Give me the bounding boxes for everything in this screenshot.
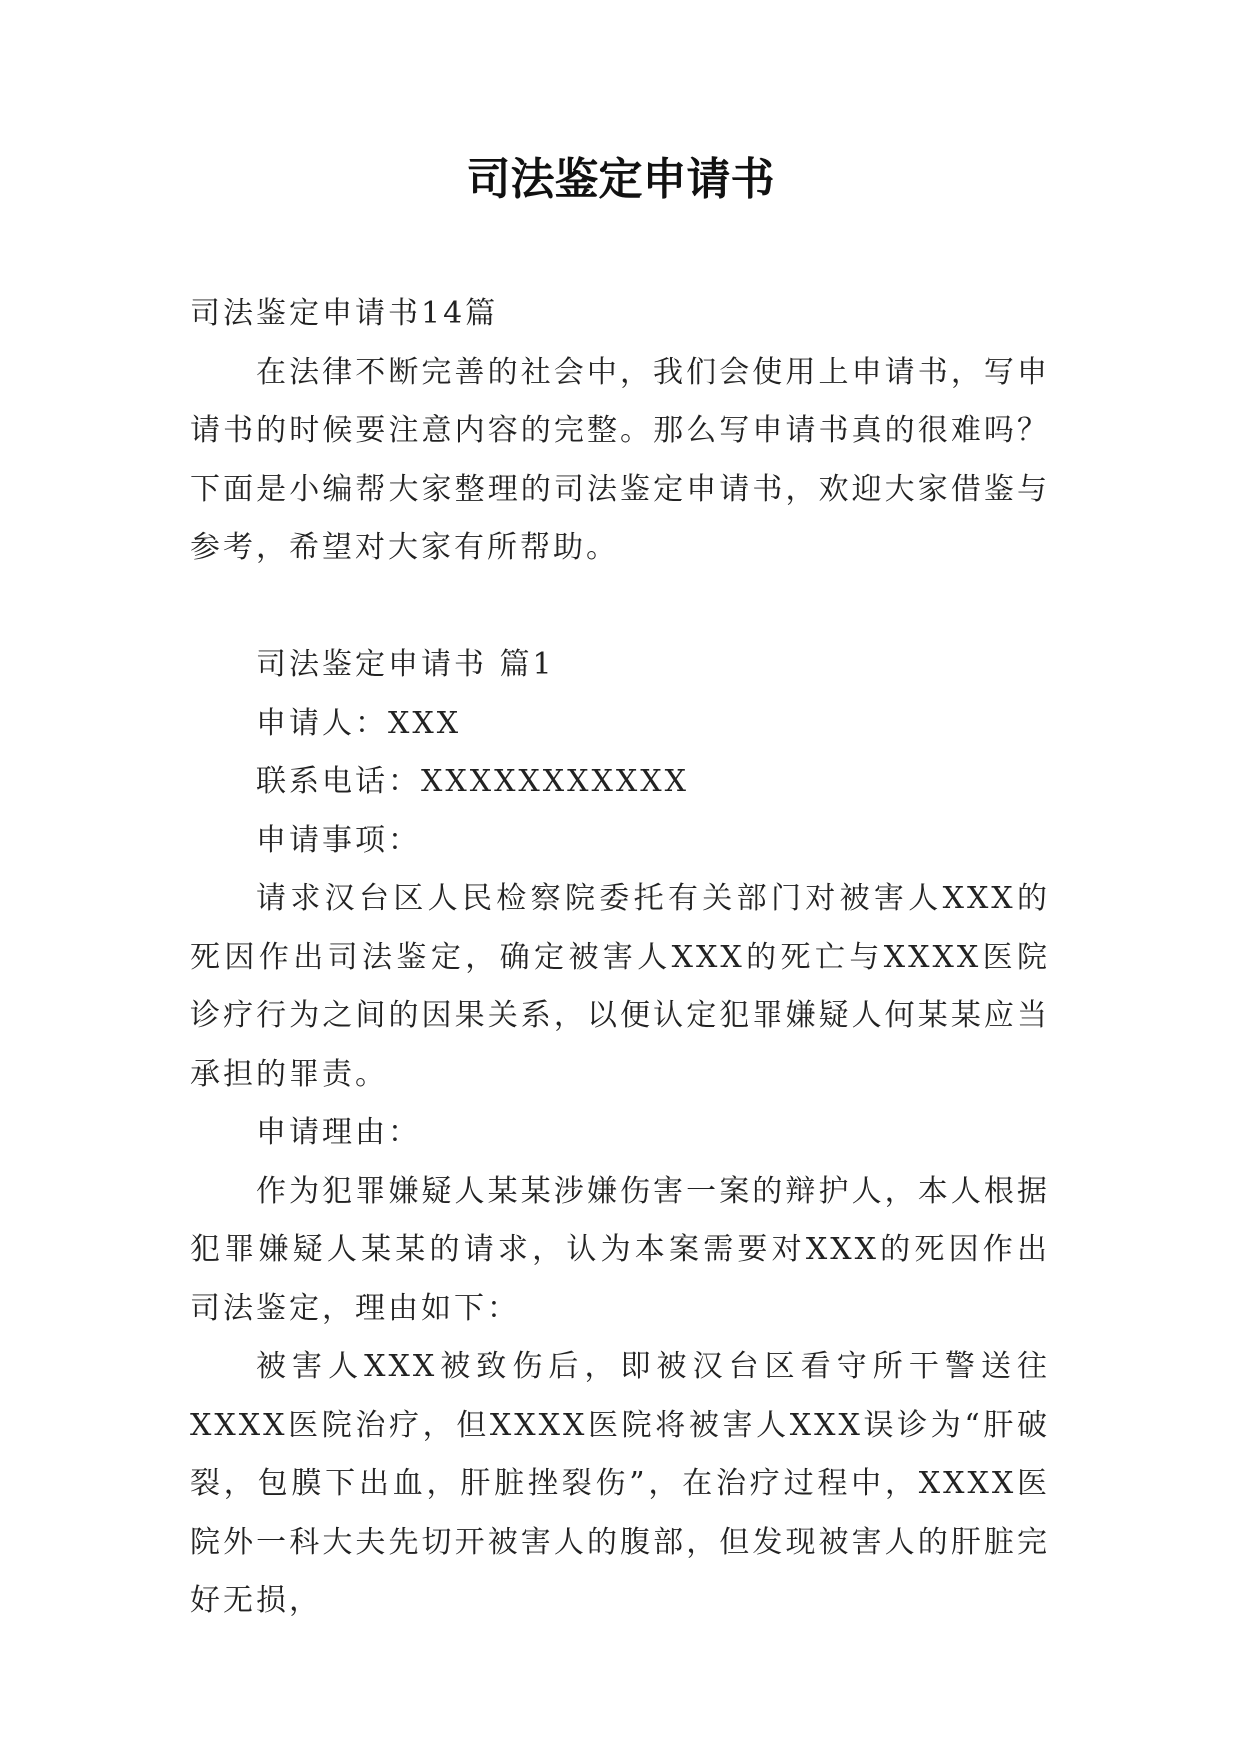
intro-paragraph: 在法律不断完善的社会中，我们会使用上申请书，写申请书的时候要注意内容的完整。那么写申请书真的很难吗？下面是小编帮大家整理的司法鉴定申请书，欢迎大家借鉴与参考，希望对大家有所帮助。: [190, 354, 1050, 565]
section-heading: 司法鉴定申请书 篇1: [256, 647, 555, 682]
matters-label: 申请事项：: [256, 822, 421, 858]
phone-line: 联系电话：XXXXXXXXXXX: [256, 764, 689, 799]
matters-paragraph: 请求汉台区人民检察院委托有关部门对被害人XXX的死因作出司法鉴定，确定被害人XXX的死亡与XXXX医院诊疗行为之间的因果关系，以便认定犯罪嫌疑人何某某应当承担的罪责。: [190, 881, 1050, 1092]
facts-paragraph: 被害人XXX被致伤后，即被汉台区看守所干警送往XXXX医院治疗，但XXXX医院将被害人XXX误诊为“肝破裂，包膜下出血，肝脏挫裂伤”，在治疗过程中，XXXX医院外一科大夫先切开被害人的腹部，但发现被害人的肝脏完好无损，: [190, 1349, 1050, 1618]
reasons-label: 申请理由：: [256, 1115, 421, 1150]
document-body: [190, 285, 1050, 1631]
document-title: 司法鉴定申请书: [466, 154, 775, 205]
subtitle-line: 司法鉴定申请书14篇: [190, 296, 499, 331]
paragraph-gap: [190, 578, 1050, 637]
reasons-paragraph: 作为犯罪嫌疑人某某涉嫌伤害一案的辩护人，本人根据犯罪嫌疑人某某的请求，认为本案需要对XXX的死因作出司法鉴定，理由如下：: [190, 1173, 1050, 1326]
applicant-line: 申请人：XXX: [256, 705, 462, 741]
